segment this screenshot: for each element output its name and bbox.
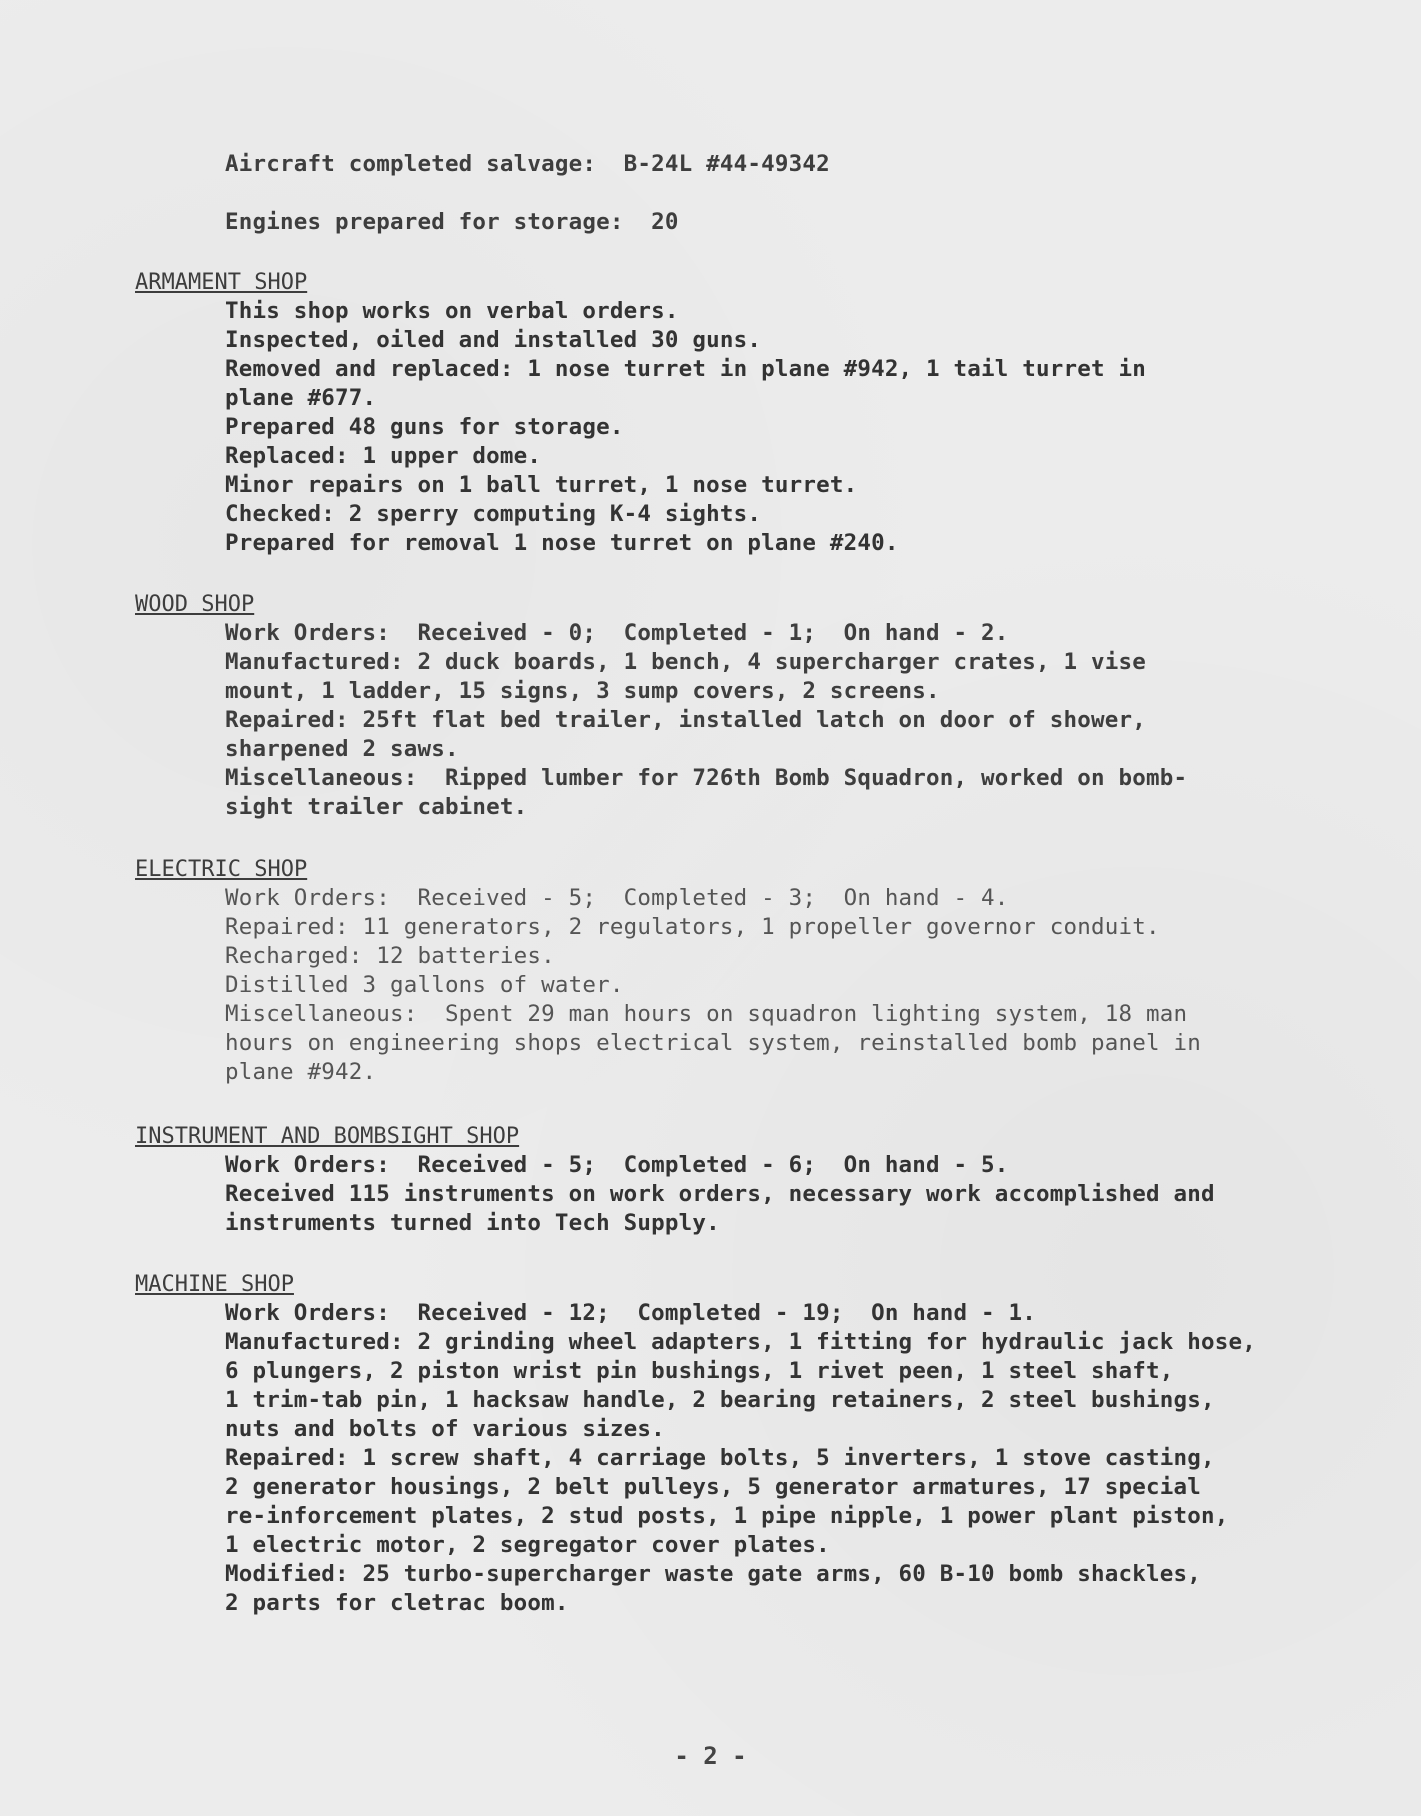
- armament-line: plane #677.: [225, 385, 377, 411]
- machine-line: 1 trim-tab pin, 1 hacksaw handle, 2 bearing retainers, 2 steel bushings,: [225, 1387, 1215, 1413]
- armament-line: Checked: 2 sperry computing K-4 sights.: [225, 501, 762, 527]
- armament-line: Removed and replaced: 1 nose turret in plane #942, 1 tail turret in: [225, 356, 1146, 382]
- electric-heading: ELECTRIC SHOP: [135, 857, 308, 882]
- machine-line: re-inforcement plates, 2 stud posts, 1 pipe nipple, 1 power plant piston,: [225, 1503, 1229, 1529]
- electric-line: hours on engineering shops electrical system, reinstalled bomb panel in: [225, 1030, 1201, 1056]
- wood-line: sharpened 2 saws.: [225, 736, 459, 762]
- machine-line: Repaired: 1 screw shaft, 4 carriage bolts, 5 inverters, 1 stove casting,: [225, 1445, 1215, 1471]
- armament-heading: ARMAMENT SHOP: [135, 270, 308, 295]
- electric-line: Work Orders: Received - 5; Completed - 3; On hand - 4.: [225, 885, 1009, 911]
- wood-line: sight trailer cabinet.: [225, 794, 528, 820]
- armament-line: Minor repairs on 1 ball turret, 1 nose turret.: [225, 472, 858, 498]
- machine-line: 2 parts for cletrac boom.: [225, 1590, 569, 1616]
- electric-line: Recharged: 12 batteries.: [225, 943, 555, 969]
- salvage-line: Aircraft completed salvage: B-24L #44-49342: [225, 151, 830, 177]
- machine-heading: MACHINE SHOP: [135, 1272, 294, 1297]
- instrument-line: Received 115 instruments on work orders, necessary work accomplished and: [225, 1181, 1215, 1207]
- page-number: - 2 -: [674, 1742, 747, 1770]
- wood-line: Repaired: 25ft flat bed trailer, installed latch on door of shower,: [225, 707, 1146, 733]
- machine-line: nuts and bolts of various sizes.: [225, 1416, 665, 1442]
- armament-line: Inspected, oiled and installed 30 guns.: [225, 327, 762, 353]
- instrument-line: Work Orders: Received - 5; Completed - 6; On hand - 5.: [225, 1152, 1009, 1178]
- armament-line: Prepared 48 guns for storage.: [225, 414, 624, 440]
- instrument-heading: INSTRUMENT AND BOMBSIGHT SHOP: [135, 1124, 520, 1149]
- electric-line: plane #942.: [225, 1059, 377, 1085]
- wood-heading: WOOD SHOP: [135, 592, 255, 617]
- armament-line: Replaced: 1 upper dome.: [225, 443, 542, 469]
- machine-line: 1 electric motor, 2 segregator cover plates.: [225, 1532, 830, 1558]
- armament-line: This shop works on verbal orders.: [225, 298, 679, 324]
- instrument-line: instruments turned into Tech Supply.: [225, 1210, 720, 1236]
- machine-line: 6 plungers, 2 piston wrist pin bushings, 1 rivet peen, 1 steel shaft,: [225, 1358, 1174, 1384]
- engines-line: Engines prepared for storage: 20: [225, 209, 679, 235]
- machine-line: Manufactured: 2 grinding wheel adapters, 1 fitting for hydraulic jack hose,: [225, 1329, 1256, 1355]
- electric-line: Repaired: 11 generators, 2 regulators, 1 propeller governor conduit.: [225, 914, 1160, 940]
- wood-line: Manufactured: 2 duck boards, 1 bench, 4 supercharger crates, 1 vise: [225, 649, 1146, 675]
- wood-line: Miscellaneous: Ripped lumber for 726th Bomb Squadron, worked on bomb-: [225, 765, 1188, 791]
- machine-line: Modified: 25 turbo-supercharger waste gate arms, 60 B-10 bomb shackles,: [225, 1561, 1201, 1587]
- machine-line: 2 generator housings, 2 belt pulleys, 5 generator armatures, 17 special: [225, 1474, 1201, 1500]
- wood-line: Work Orders: Received - 0; Completed - 1; On hand - 2.: [225, 620, 1009, 646]
- machine-line: Work Orders: Received - 12; Completed - 19; On hand - 1.: [225, 1300, 1037, 1326]
- electric-line: Distilled 3 gallons of water.: [225, 972, 624, 998]
- wood-line: mount, 1 ladder, 15 signs, 3 sump covers, 2 screens.: [225, 678, 940, 704]
- armament-line: Prepared for removal 1 nose turret on plane #240.: [225, 530, 899, 556]
- electric-line: Miscellaneous: Spent 29 man hours on squadron lighting system, 18 man: [225, 1001, 1188, 1027]
